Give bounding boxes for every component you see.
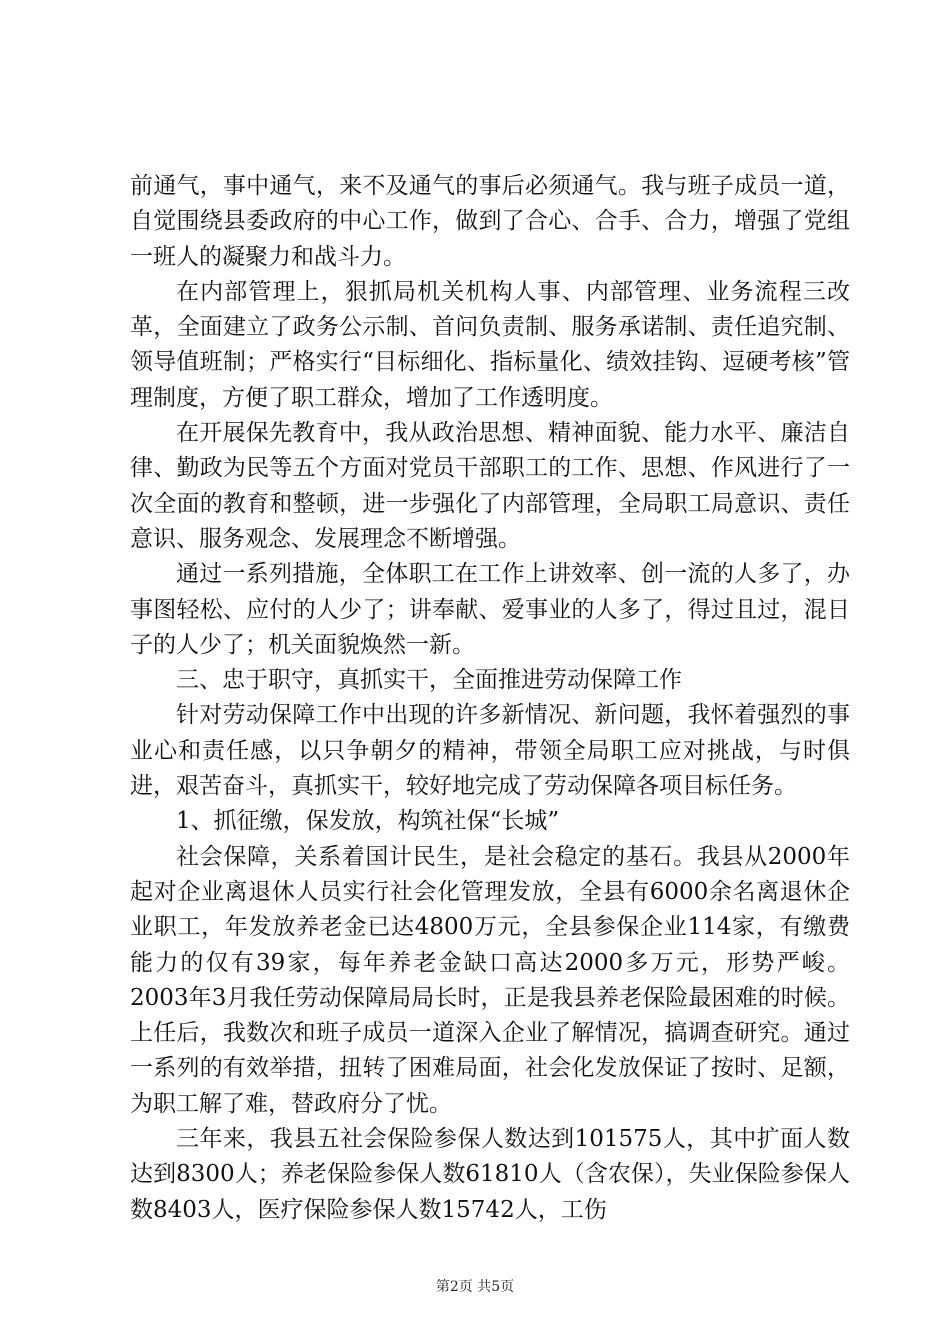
paragraph: 通过一系列措施，全体职工在工作上讲效率、创一流的人多了，办事图轻松、应付的人少了；讲奉献、爱事业的人多了，得过且过，混日子的人少了；机关面貌焕然一新。	[130, 561, 850, 658]
paragraph: 在开展保先教育中，我从政治思想、精神面貌、能力水平、廉洁自律、勤政为民等五个方面对党员干部职工的工作、思想、作风进行了一次全面的教育和整顿，进一步强化了内部管理，全局职工局意识、责任意识、服务观念、发展理念不断增强。	[130, 420, 850, 552]
section-heading: 三、忠于职守，真抓实干，全面推进劳动保障工作	[176, 667, 682, 694]
paragraph: 社会保障，关系着国计民生，是社会稳定的基石。我县从2000年起对企业离退休人员实行社会化管理发放，全县有6000余名离退休企业职工，年发放养老金已达4800万元，全县参保企业114家，有缴费能力的仅有39家，每年养老金缺口高达2000多万元，形势严峻。2003年3月我任劳动保障局局长时，正是我县养老保险最困难的时候。上任后，我数次和班子成员一道深入企业了解情况，搞调查研究。通过一系列的有效举措，扭转了困难局面，社会化发放保证了按时、足额，为职工解了难，替政府分了忧。	[130, 843, 850, 1117]
subsection-heading: 1、抓征缴，保发放，构筑社保“长城”	[176, 808, 560, 835]
page-number-footer: 第2页 共5页	[435, 1279, 515, 1295]
paragraph: 在内部管理上，狠抓局机关机构人事、内部管理、业务流程三改革，全面建立了政务公示制、首问负责制、服务承诺制、责任追究制、领导值班制；严格实行“目标细化、指标量化、绩效挂钩、逗硬考核”管理制度，方便了职工群众，增加了工作透明度。	[130, 278, 850, 411]
paragraph: 针对劳动保障工作中出现的许多新情况、新问题，我怀着强烈的事业心和责任感，以只争朝夕的精神，带领全局职工应对挑战，与时俱进，艰苦奋斗，真抓实干，较好地完成了劳动保障各项目标任务。	[130, 702, 850, 800]
paragraph: 前通气，事中通气，来不及通气的事后必须通气。我与班子成员一道，自觉围绕县委政府的中心工作，做到了合心、合手、合力，增强了党组一班人的凝聚力和战斗力。	[130, 173, 850, 270]
paragraph: 三年来，我县五社会保险参保人数达到101575人，其中扩面人数达到8300人；养老保险参保人数61810人（含农保），失业保险参保人数8403人，医疗保险参保人数15742人，工伤	[130, 1126, 850, 1223]
document-body	[130, 169, 850, 1228]
